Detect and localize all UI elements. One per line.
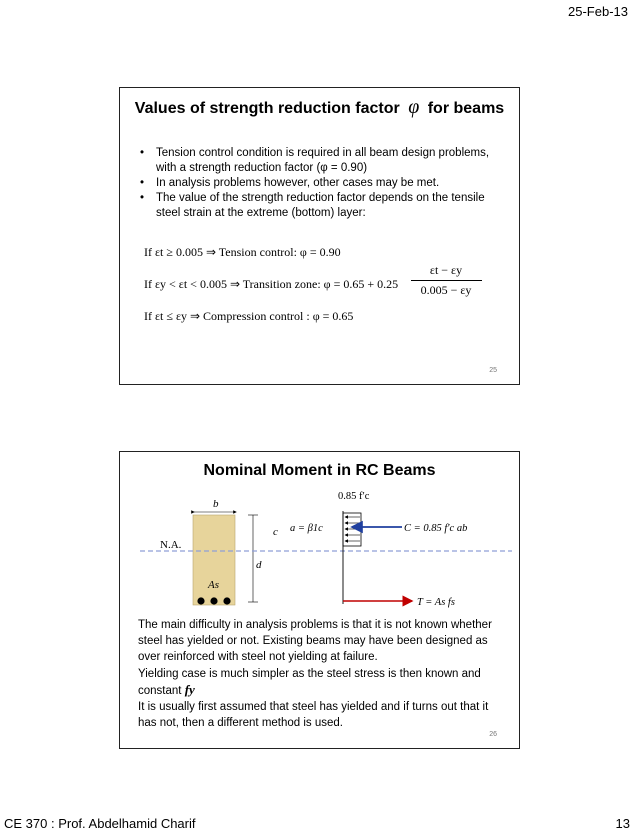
paragraph bbox=[138, 666, 506, 699]
explanation-text bbox=[138, 617, 506, 731]
d-label: d bbox=[256, 559, 262, 571]
a-label: a = β1c bbox=[290, 523, 323, 534]
paragraph: The main difficulty in analysis problems is that it is not known whether steel has yielded or not. Existing beams may have been designed as over reinforced with steel not yielding at failure. bbox=[138, 619, 492, 664]
fraction-denominator: 0.005 − εy bbox=[420, 283, 472, 297]
slide-title bbox=[120, 96, 519, 119]
header-date: 25-Feb-13 bbox=[568, 4, 628, 19]
c-label: c bbox=[273, 526, 278, 538]
rebar-dot bbox=[223, 597, 230, 604]
equation-compression: If εt ≤ εy ⇒ Compression control : φ = 0.65 bbox=[144, 309, 354, 323]
as-label: As bbox=[208, 579, 219, 591]
rebar-dot bbox=[197, 597, 204, 604]
slide-nominal-moment bbox=[119, 451, 520, 749]
slide-number: 25 bbox=[489, 367, 497, 374]
title-suffix: for beams bbox=[427, 100, 505, 117]
tension-label: T = As fs bbox=[417, 597, 455, 608]
paragraph-text: Yielding case is much simpler as the steel stress is then known and constant bbox=[138, 667, 481, 697]
beam-diagram bbox=[120, 452, 519, 617]
stress-label: 0.85 f′c bbox=[338, 491, 370, 502]
bullet-list bbox=[138, 146, 503, 221]
compression-label: C = 0.85 f′c ab bbox=[404, 523, 468, 534]
phi-symbol: φ bbox=[408, 96, 420, 118]
slide-strength-reduction bbox=[119, 87, 520, 385]
bullet-item: • The value of the strength reduction factor depends on the tensile steel strain at the extreme (bottom) layer: bbox=[138, 191, 503, 221]
bullet-item: • Tension control condition is required in all beam design problems, with a strength reduction factor (φ = 0.90) bbox=[138, 146, 503, 176]
fy-symbol: fy bbox=[184, 681, 195, 697]
slide-number: 26 bbox=[489, 731, 497, 738]
fraction-numerator: εt − εy bbox=[429, 263, 463, 277]
footer-course: CE 370 : Prof. Abdelhamid Charif bbox=[4, 816, 196, 831]
fraction-line bbox=[411, 280, 482, 281]
equation-tension: If εt ≥ 0.005 ⇒ Tension control: φ = 0.90 bbox=[144, 245, 341, 259]
slide-title: Nominal Moment in RC Beams bbox=[203, 462, 436, 479]
rebar-dot bbox=[210, 597, 217, 604]
bullet-item: • In analysis problems however, other cases may be met. bbox=[138, 176, 503, 191]
beam-section bbox=[193, 515, 235, 605]
footer-page-number: 13 bbox=[615, 816, 630, 831]
b-label: b bbox=[213, 498, 219, 510]
na-label: N.A. bbox=[160, 539, 182, 551]
title-text: Values of strength reduction factor bbox=[134, 100, 400, 117]
equation-transition: If εy < εt < 0.005 ⇒ Transition zone: φ = 0.65 + 0.25 bbox=[144, 277, 399, 291]
paragraph: It is usually first assumed that steel has yielded and if turns out that it has not, then a different method is used. bbox=[138, 701, 489, 730]
